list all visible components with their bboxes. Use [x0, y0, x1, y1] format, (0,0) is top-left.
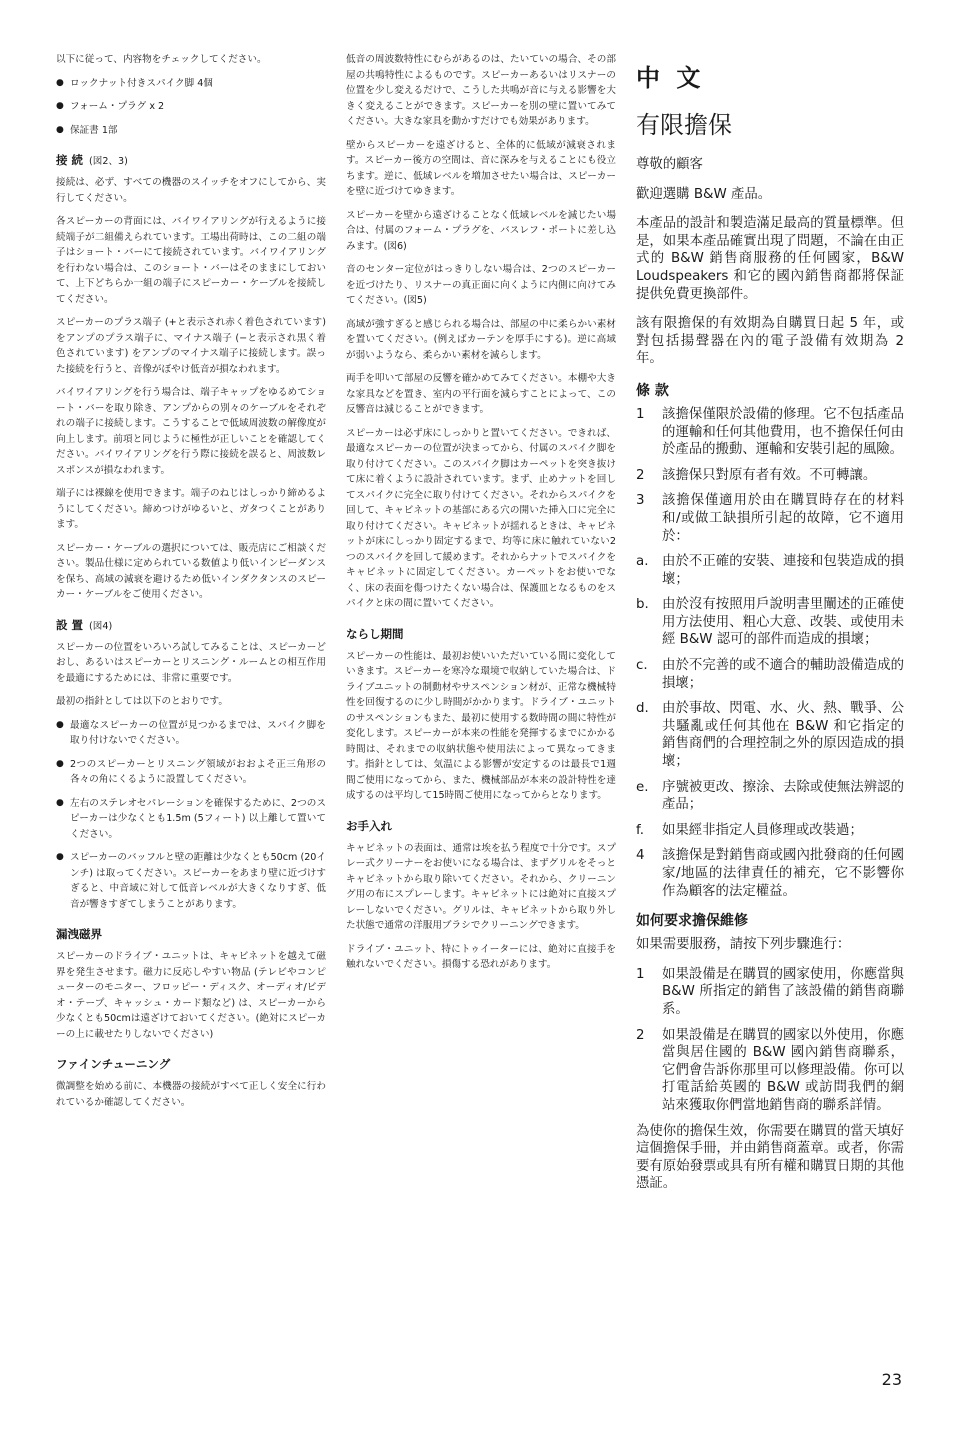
japanese-column-1: [56, 52, 326, 1118]
connection-heading: 接 続 (図2、3): [56, 153, 128, 167]
paragraph: 低音の周波数特性にむらがあるのは、たいていの場合、その部屋の共鳴特性によるものです。スピーカーあるいはリスナーの位置を少し変えるだけで、こうした共鳴が音に与える影響を大きく変えることができます。スピーカーを別の壁に置いてみてください。大きな家具を動かすだけでも効果があります。: [346, 54, 616, 127]
list-item: 1 如果設備是在購買的國家使用，你應當與 B&W 所指定的銷售了該設備的銷售商聯系。: [636, 966, 904, 1017]
welcome: 歡迎選購 B&W 產品。: [636, 186, 772, 202]
guide-list: [56, 718, 326, 913]
placement-heading: 設 置 (図4): [56, 617, 113, 632]
paragraph: スピーカーを壁から遠ざけることなく低域レベルを減じたい場合は、付属のフォーム・プラグを、バスレフ・ポートに差し込みます。(図6): [346, 209, 616, 252]
paragraph: バイワイアリングを行う場合は、端子キャップをゆるめてショート・バーを取り除き、アンプからの別々のケーブルをそれぞれの端子に接続します。こうすることで低域周波数の解像度が向上します。前項と同じように極性が正しいことを確認してください。バイワイアリングを行う際に接続を誤ると、周波数レスポンスが損なわれます。: [56, 387, 326, 476]
care-heading: お手入れ: [346, 818, 392, 833]
contents-intro: 以下に従って、内容物をチェックしてください。: [56, 54, 267, 65]
list-item: b. 由於沒有按照用戶說明書里闡述的正確使用方法使用、粗心大意、改裝、或使用未經 B&W 認可的部件而造成的損壞；: [636, 597, 904, 648]
list-item: ● 左右のステレオセパレーションを確保するために、2つのスピーカーは少なくとも1.5m (5フィート) 以上離して置いてください。: [56, 796, 326, 843]
list-item: 2 如果設備是在購買的國家以外使用，你應當與居住國的 B&W 國內銷售商聯系，它們會告訴你那里可以修理設備。你可以打電話給英國的 B&W 或訪問我們的網站來獲取你們當地銷售商的聯系詳情。: [636, 1027, 904, 1113]
list-item: f. 如果經非指定人員修理或改裝過；: [636, 822, 863, 838]
paragraph: スピーカーの位置をいろいろ試してみることは、スピーカーどおし、あるいはスピーカーとリスニング・ルームとの相互作用を最適にするためには、非常に重要です。: [56, 641, 326, 684]
list-item: e. 序號被更改、擦涂、去除或使無法辨認的產品；: [636, 779, 904, 813]
paragraph: 高域が強すぎると感じられる場合は、部屋の中に柔らかい素材を置いてください。(例えばカーテンを厚手にする)。逆に高域が弱いようなら、柔らかい素材を減らします。: [346, 318, 616, 361]
paragraph: 微調整を始める前に、本機器の接続がすべて正しく安全に行われているか確認してください。: [56, 1081, 326, 1108]
paragraph: 音のセンター定位がはっきりしない場合は、2つのスピーカーを近づけたり、リスナーの真正面に向くように内側に向けてみてください。(図5): [346, 264, 616, 306]
paragraph: スピーカーの性能は、最初お使いいただいている間に変化していきます。スピーカーを寒冷な環境で収納していた場合は、ドライブユニットの制動材やサスペンション材が、正常な機械特性を回復するのに少し時間がかかります。ドライブ・ユニットのサスペンションもまた、最初に使用する数時間の間に特性が変化します。スピーカーが本来の性能を発揮するまでにかかる時間は、それまでの収納状態や使用法によって異なってきます。指針としては、気温による影響が安定するのは最長で1週間ご使用になってから、また、機械部品が本来の設計特性を達成するのは平均して15時間ご使用になってからとなります。: [346, 650, 616, 801]
paragraph: キャビネットの表面は、通常は埃を払う程度で十分です。スプレー式クリーナーをお使いになる場合は、まずグリルをそっとキャビネットから取り除いてください。それから、クリーニング用の布にスプレーします。キャビネットには絶対に直接スプレーしないでください。グリルは、キャビネットから取り外した状態で通常の洋服用ブラシでクリーニングできます。: [346, 842, 616, 931]
paragraph: スピーカーは必ず床にしっかりと置いてください。できれば、最適なスピーカーの位置が決まってから、付属のスパイク脚を取り付けてください。このスパイク脚はカーペットを突き抜けて床に着くように設計されています。まず、止めナットを回してスパイクに完全に取り付けてください。それからスパイクを回して、キャビネットの基部にある穴の開いた挿入口に完全に取り付けてください。キャビネットが揺れるときは、キャビネットが床にしっかり固定するまで、均等に床に触れていない2つのスパイクを回して緩めます。それからナットでスパイクをキャビネットに固定してください。カーペットをお使いでなく、床の表面を傷つけたくない場合は、保護皿となるものをスパイクと床の間に置いてください。: [346, 427, 616, 609]
list-item: 4 該擔保是對銷售商或國內批發商的任何國家/地區的法律責任的補充，它不影響你作為顧客的法定權益。: [636, 848, 904, 899]
paragraph: スピーカーのドライブ・ユニットは、キャビネットを越えて磁界を発生させます。磁力に反応しやすい物品 (テレビやコンピューターのモニター、フロッピー・ディスク、オーディオ/ビデオ・テープ、キャッシュ・カード類など) は、スピーカーから少なくとも50cmは遠ざけておいてください。(絶対にスピーカーの上に載せたりしないでください): [56, 951, 326, 1040]
paragraph: 各スピーカーの背面には、バイワイアリングが行えるように接続端子が二組備えられています。工場出荷時は、この二組の端子はショート・バーにて接続されています。バイワイアリングを行わない場合は、このショート・バーはそのままにしておいて、上下どちらか一組の端子にスピーカー・ケーブルを接続してください。: [56, 216, 326, 305]
greeting: 尊敬的顧客: [636, 157, 703, 172]
japanese-column-2: [346, 52, 616, 981]
list-item: 3 該擔保僅適用於由在購買時存在的材料和/或做工缺損所引起的故障，它不適用於：: [636, 493, 904, 544]
paragraph: 為使你的擔保生效，你需要在購買的當天填好這個擔保手冊，并由銷售商蓋章。或者，你需要有原始發票或具有所有權和購買日期的其他憑証。: [636, 1123, 904, 1192]
paragraph: 端子には裸線を使用できます。端子のねじはしっかり締めるようにしてください。締めつけがゆるいと、ガタつくことがあります。: [56, 488, 326, 530]
warranty-title: 有限擔保: [636, 111, 732, 139]
paragraph: 本產品的設計和製造滿足最高的質量標準。但是，如果本產品確實出現了問題，不論在由正式的 B&W 銷售商服務的任何國家，B&W Loudspeakers 和它的國內銷售商都將保証提供免費更換部件。: [636, 216, 904, 302]
paragraph: スピーカー・ケーブルの選択については、販売店にご相談ください。製品仕様に定められている数値より低いインピーダンスを保ち、高域の減衰を避けるため低いインダクタンスのスピーカー・ケーブルをご使用ください。: [56, 542, 326, 600]
list-item: ● フォーム・プラグ x 2: [56, 99, 326, 115]
list-item: ● 保証書 1部: [56, 123, 326, 139]
list-item: ● 最適なスピーカーの位置が見つかるまでは、スパイク脚を取り付けないでください。: [56, 718, 326, 749]
fine-tuning-heading: ファインチューニング: [56, 1057, 171, 1071]
chinese-column: [636, 52, 904, 1205]
paragraph: 壁からスピーカーを遠ざけると、全体的に低域が減衰されます。スピーカー後方の空間は、音に深みを与えることにも役立ちます。逆に、低域レベルを増加させたい場合は、スピーカーを壁に近づけてゆきます。: [346, 139, 616, 197]
language-heading: 中 文: [636, 64, 705, 92]
contents-list: [56, 76, 326, 139]
list-item: ● 2つのスピーカーとリスニング領域がおおよそ正三角形の各々の角にくるように設置してください。: [56, 757, 326, 788]
list-item: ● スピーカーのバッフルと壁の距離は少なくとも50cm (20インチ) は取ってください。スピーカーをあまり壁に近づけすぎると、中音域に対して低音レベルが大きくなりすぎ、低音が響きすぎてしまうことがあります。: [56, 850, 326, 912]
paragraph: 両手を叩いて部屋の反響を確かめてみてください。本棚や大きな家具などを置き、室内の平行面を減らすことによって、この反響音は減じることができます。: [346, 373, 616, 415]
paragraph: スピーカーのプラス端子 (+と表示され赤く着色されています) をアンプのプラス端子に、マイナス端子 (−と表示され黒く着色されています) をアンプのマイナス端子に接続します。誤った接続を行うと、音像がぼやけ低音が損なわれます。: [56, 317, 326, 375]
break-in-heading: ならし期間: [346, 626, 404, 641]
how-to-claim-heading: 如何要求擔保維修: [636, 913, 748, 930]
list-item: 2 該擔保只對原有者有效。不可轉讓。: [636, 467, 877, 483]
paragraph: 該有限擔保的有效期為自購買日起 5 年，或對包括揚聲器在內的電子設備有效期為 2 年。: [636, 316, 904, 367]
paragraph: ドライブ・ユニット、特にトゥイーターには、絶対に直接手を触れないでください。損傷する恐れがあります。: [346, 943, 616, 970]
list-item: d. 由於事故、閃電、水、火、熱、戰爭、公共騷亂或任何其他在 B&W 和它指定的銷售商們的合理控制之外的原因造成的損壞；: [636, 701, 904, 770]
list-item: 1 該擔保僅限於設備的修理。它不包括產品的運輸和任何其他費用，也不擔保任何由於產品的搬動、運輸和安裝引起的風險。: [636, 406, 904, 458]
list-item: ● ロックナット付きスパイク脚 4個: [56, 76, 326, 92]
steps-list: [636, 966, 904, 1115]
list-item: c. 由於不完善的或不適合的輔助設備造成的損壞；: [636, 658, 904, 691]
terms-list: [636, 406, 904, 900]
paragraph: 如果需要服務，請按下列步驟進行：: [636, 937, 851, 953]
terms-heading: 條 款: [636, 382, 669, 399]
stray-field-heading: 漏洩磁界: [56, 927, 102, 941]
paragraph: 最初の指針としては以下のとおりです。: [56, 696, 228, 707]
list-item: a. 由於不正確的安裝、連接和包裝造成的損壞；: [636, 554, 904, 587]
page-number: 23: [881, 1370, 902, 1389]
paragraph: 接続は、必ず、すべての機器のスイッチをオフにしてから、実行してください。: [56, 177, 326, 204]
